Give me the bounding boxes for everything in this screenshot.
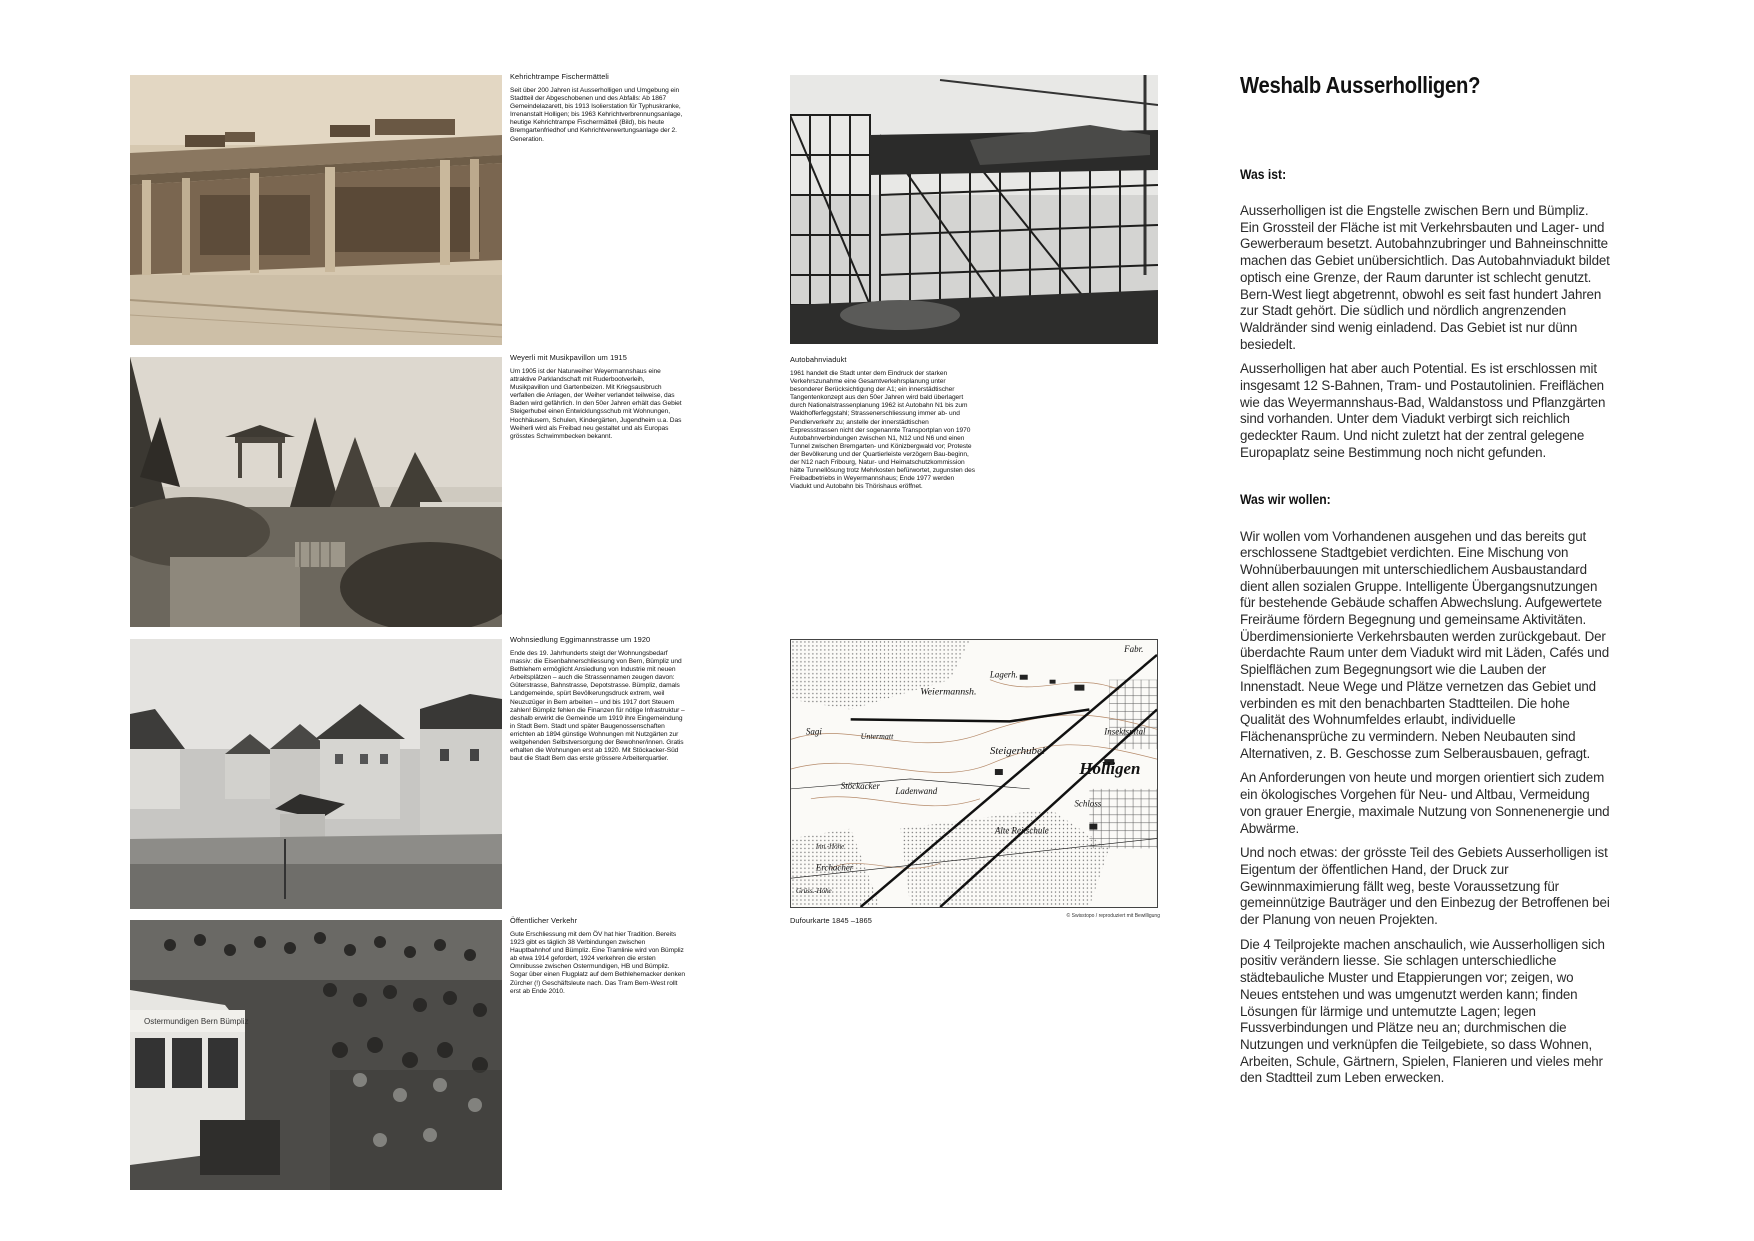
bus-sign: Ostermundigen Bern Bümpliz [144, 1017, 249, 1026]
photo-kehrichtrampe [130, 75, 502, 345]
page-title: Weshalb Ausserholligen? [1240, 72, 1481, 98]
photo-weyerli [130, 357, 502, 627]
map-label: Erchacher [815, 862, 854, 873]
map-label: Fabr. [1124, 643, 1144, 654]
map-label: Lagerh. [989, 669, 1018, 680]
map-label: Grüss.-Höhe [795, 887, 832, 896]
caption-body: Ende des 19. Jahrhunderts steigt der Wohnungsbedarf massiv: die Eisenbahnerschliessung von Bern, Bümpliz und Bethlehem ermöglicht Ansiedlung von Industrie mit neuen Arbeitsplätzen – auch die Strassennamen zeugen davon: Güterstrasse, Bahnstrasse, Depotstrasse. Bümpliz, damals Landgemeinde, spürt Bevölkerungsdruck extrem, weil Neuzuzüger in Bern arbeiten – und bis 1917 dort Steuern zahlen! Bümpliz fehlen die Finanzen für nötige Infrastruktur – deshalb erwirkt die Gemeinde um 1919 ihre Eingemeindung in Stadt Bern. Stadt und später Baugenossenschaften errichten ab 1894 günstige Wohnungen mit Nutzgärten zur weitgehenden Selbstversorgung der Bewohner/innen. Gratis erhalten die Wohnungen erst ab 1920. Mit Stöckacker-Süd baut die Stadt Bern das erste grössere Arbeiterquartier. [510, 650, 685, 763]
map-copyright: © Swisstopo / reproduziert mit Bewilligung [1066, 913, 1160, 919]
paragraph: Wir wollen vom Vorhandenen ausgehen und das bereits gut erschlossene Stadtgebiet verdichten. Eine Mischung von Wohnüberbauungen mit unterschiedlichem Ausbaustandard dient allen sozialen Gruppe. Intelligente Übergangsnutzungen für bestehende Gebäude schaffen Abwechslung. Aufgewertete Freiräume fördern Begegnung und gemeinsame Aktivitäten. Überdimensionierte Verkehrsbauten werden zurückgebaut. Der überdachte Raum unter dem Viadukt wird mit Läden, Cafés und Spielflächen zum Begegnungsort wie die Lauben der Innenstadt. Neue Wege und Plätze vernetzen das Gebiet und verbinden es mit den benachbarten Stadtteilen. Die hohe Qualität des Wohnumfeldes erlaubt, individuelle Flächenansprüche zu vermindern. Neben Neubauten sind Alternativen, z. B. Geschosse zum Selberausbauen, gefragt. [1240, 528, 1610, 761]
paragraph: Ausserholligen ist die Engstelle zwischen Bern und Bümpliz. Ein Grossteil der Fläche ist mit Verkehrsbauten und Lager- und Gewerberaum besetzt. Autobahnzubringer und Bahneinschnitte machen das Gebiet unübersichtlich. Das Autobahnviadukt bildet optisch eine Grenze, der Raum darunter ist schlecht genutzt. Bern-West liegt abgetrennt, obwohl es seit fast hundert Jahren zur Stadt gehört. Die südlich und nördlich angrenzenden Waldränder sind wenig einladend. Das Gebiet ist nur dünn besiedelt. [1240, 203, 1610, 352]
map-label: Schloss [1074, 798, 1102, 809]
map-label: Inn.-Höhe [815, 842, 845, 851]
caption-title: Weyerli mit Musikpavillon um 1915 [510, 353, 627, 362]
caption-dufourkarte [790, 916, 975, 931]
paragraph: Die 4 Teilprojekte machen anschaulich, wie Ausserholligen sich positiv verändern liesse. Sie schlagen unterschiedliche städtebauliche Muster und Etappierungen vor; zeigen, wo Neues entstehen und was umgenutzt werden kann; finden Lösungen für lärmige und untemutzte Lagen; legen Fussverbindungen und Plätze neu an; durchmischen die Nutzungen und verknüpfen die Teilgebiete, so dass Wohnen, Arbeiten, Schule, Gärtnern, Spielen, Flanieren und vieles mehr den Stadtteil zum Leben erwecken. [1240, 936, 1605, 1086]
caption-title: Wohnsiedlung Eggimannstrasse um 1920 [510, 635, 651, 644]
caption-oeffentlicher-verkehr [510, 916, 685, 996]
caption-body: 1961 handelt die Stadt unter dem Eindruck der starken Verkehrszunahme eine Gesamtverkehrsplanung unter besonderer Berücksichtigung der A1; ein innerstädtischer Tangentenkonzept aus den 50er Jahren wird bald überlagert durch Nationalstrassenplanung 1962 ist Autobahn N1 bis zum Waldhofferfeggstahl; Strassenerschliessung immer ab- und Pendlerverkehr zu; anstelle der innerstädtischen Expressstrassen nicht der sogenannte Transportplan von 1970 Autobahnverbindungen zwischen N1, N12 und N6 und einen Tunnel zwischen Bremgarten- und Könizbergwald vor; Proteste der Bevölkerung und der Quartierleiste verzögern Bau-beginn, der N12 nach Fribourg, Natur- und Heimatschutzkommission hätte Tunnellösung trotz Mehrkosten befürwortet, zugunsten des Freibadbetriebs in Weyermannshaus; Ende 1977 werden Viadukt und Autobahn bis Thörishaus eröffnet. [790, 370, 975, 491]
paragraph: Und noch etwas: der grösste Teil des Gebiets Ausserholligen ist Eigentum der öffentlichen Hand, der Druck zur Gewinnmaximierung fällt weg, beste Voraussetzung für gemeinnützige Bauträger und den Einbezug der Betroffenen bei der Planung von neuen Projekten. [1240, 845, 1610, 928]
map-label: Holligen [1079, 759, 1141, 778]
caption-weyerli [510, 353, 685, 441]
caption-title: Kehrichtrampe Fischermätteli [510, 72, 609, 81]
map-label: Weiermannsh. [920, 686, 977, 698]
caption-body: Gute Erschliessung mit dem ÖV hat hier Tradition. Bereits 1923 gibt es täglich 38 Verbindungen zwischen Hauptbahnhof und Bümpliz. Eine Tramlinie wird von Bümpliz ab etwa 1914 gefordert, 1924 verkehren die ersten Omnibusse zwischen Ostermundigen, HB und Bümpliz. Sogar über einen Flugplatz auf dem Bethlehemacker denken Zürcher (!) Geschäftsleute nach. Das Tram Bern-West rollt erst ab Ende 2010. [510, 931, 685, 995]
caption-title: Autobahnviadukt [790, 355, 847, 364]
map-label: Steigerhubel [989, 745, 1045, 758]
caption-title: Dufourkarte 1845 –1865 [790, 916, 872, 925]
map-label: Untermatt [860, 732, 894, 742]
caption-autobahnviadukt [790, 355, 975, 491]
caption-kehrichtrampe [510, 72, 685, 144]
section-heading-was-ist: Was ist: [1240, 167, 1287, 182]
map-label: Sagi [805, 726, 822, 737]
photo-oeffentlicher-verkehr [130, 920, 502, 1190]
caption-body: Seit über 200 Jahren ist Ausserholligen und Umgebung ein Stadtteil der Abgeschobenen und des Abfalls: Ab 1867 Gemeindelazarett, bis 1913 Isolierstation für Typhuskranke, Irrenanstalt Holligen; bis 1963 Kehrichtverbrennungsanlage, heutige Kehrichtrampe Fischermätteli (Bild), bis heute Bremgartenfriedhof und Kehrichtverwertungsanlage der 2. Generation. [510, 87, 683, 143]
paragraph: An Anforderungen von heute und morgen orientiert sich zudem ein ökologisches Vorgehen für Neu- und Altbau, Vermeidung von grauer Energie, maximale Nutzung von Sonnenenergie und Abwärme. [1240, 770, 1610, 836]
map-label: Ladenwand [895, 785, 938, 796]
caption-body: Um 1905 ist der Naturweiher Weyermannshaus eine attraktive Parklandschaft mit Ruderbootverleih, Musikpavillon und Gartenbeizen. Mit Kriegsausbruch verfallen die Anlagen, der Weiher verlandet teilweise, das Baden wird gefährlich. In den 50er Jahren erhält das Gebiet Steigerhubel einen Entwicklungsschub mit Wohnungen, Hochhäusern, Schulen, Kindergärten, Jugendheim u.a. Das Weiherli wird als Freibad neu gestaltet und als Europas grösstes Schwimmbecken bekannt. [510, 368, 682, 440]
caption-wohnsiedlung [510, 635, 685, 763]
section-heading-was-wir-wollen: Was wir wollen: [1240, 491, 1331, 507]
map-label: Alte Reitschule [994, 825, 1049, 836]
caption-title: Öffentlicher Verkehr [510, 916, 578, 925]
map-label: Stöckacker [840, 780, 880, 791]
map-label: Insektspital [1104, 726, 1146, 737]
text-column [1240, 72, 1610, 1087]
map-dufourkarte [790, 639, 1158, 908]
photo-autobahnviadukt [790, 75, 1158, 344]
photo-wohnsiedlung [130, 639, 502, 909]
paragraph: Ausserholligen hat aber auch Potential. Es ist erschlossen mit insgesamt 12 S-Bahnen, Tram- und Postautolinien. Freiflächen wie das Weyermannshaus-Bad, Waldanstoss und Pflanzgärten sind vorhanden. Unter dem Viadukt verbirgt sich reichlich gedeckter Raum. Und nicht zuletzt hat der zentral gelegene Europaplatz seine Bestimmung noch nicht gefunden. [1240, 361, 1606, 460]
